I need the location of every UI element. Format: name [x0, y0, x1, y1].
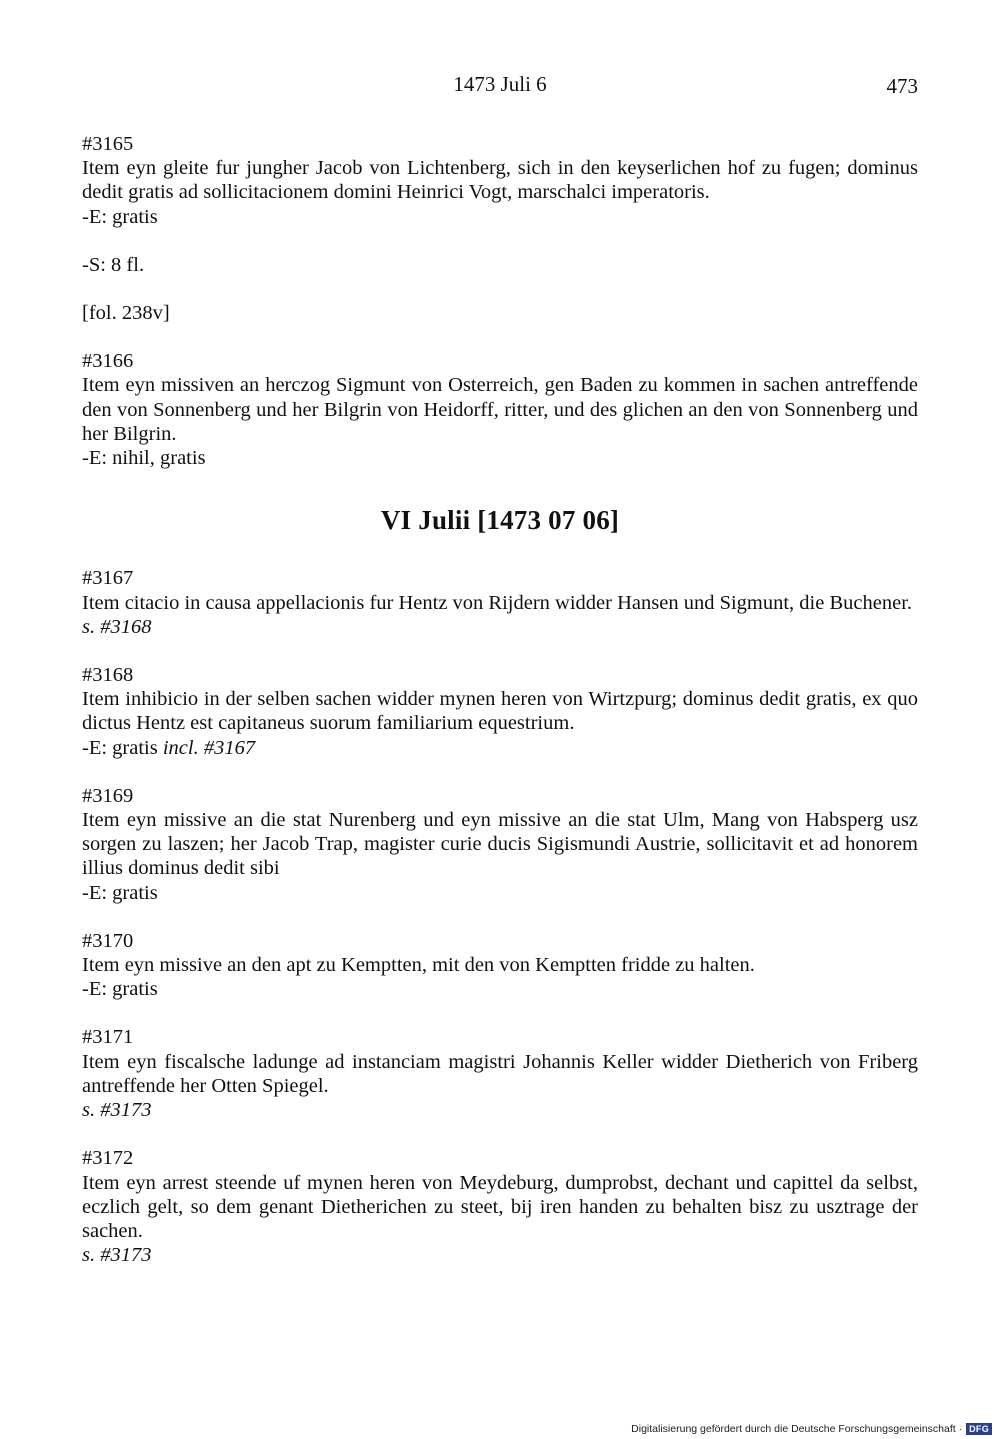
funding-footer: [631, 1423, 992, 1435]
entry-cross-reference: s. #3173: [82, 1244, 152, 1267]
folio-label: [fol. 238v]: [82, 302, 170, 325]
folio-marker: [82, 301, 918, 325]
entry-text: Item eyn missiven an herczog Sigmunt von Osterreich, gen Baden zu kommen in sachen antreffende den von Sonnenberg und her Bilgrin von Heidorff, ritter, und des glichen an den von Sonnenberg und her Bilgrin.: [82, 374, 918, 445]
funding-note: Digitalisierung gefördert durch die Deutsche Forschungsgemeinschaft ·: [631, 1423, 963, 1435]
entry-text: Item eyn arrest steende uf mynen heren von Meydeburg, dumprobst, dechant und capittel da selbst, eczlich gelt, so dem genant Dietherichen zu steet, bij iren handen zu behalten bisz zu usztrage der sachen.: [82, 1171, 918, 1242]
entry-3167: [82, 566, 918, 639]
entry-number: #3169: [82, 784, 134, 807]
running-title: 1473 Juli 6: [453, 72, 547, 96]
entry-cross-reference: s. #3173: [82, 1099, 152, 1122]
entry-e-note: -E: gratis: [82, 881, 158, 904]
entry-3170: [82, 929, 918, 1002]
entry-3171: [82, 1025, 918, 1122]
entry-3168: [82, 663, 918, 760]
entry-e-note: -E: nihil, gratis: [82, 447, 206, 470]
date-heading: VI Julii [1473 07 06]: [380, 505, 620, 536]
entry-text: Item eyn missive an die stat Nurenberg und eyn missive an die stat Ulm, Mang von Habsperg usz sorgen zu laszen; her Jacob Trap, magister curie ducis Sigismundi Austrie, sollicitavit et ad honorem illius dominus dedit sibi: [82, 809, 918, 880]
entry-text: Item eyn missive an den apt zu Kemptten, mit den von Kemptten fridde zu halten.: [82, 954, 755, 977]
entry-3165: [82, 132, 918, 277]
page-number: 473: [886, 74, 918, 98]
entry-number: #3168: [82, 664, 134, 687]
entry-number: #3166: [82, 350, 134, 373]
running-head: [82, 72, 918, 100]
entry-3172: [82, 1146, 918, 1267]
entry-text: Item citacio in causa appellacionis fur Hentz von Rijdern widder Hansen und Sigmunt, die Buchener.: [82, 591, 913, 614]
entry-cross-reference: s. #3168: [82, 615, 152, 638]
spacer: [82, 229, 918, 253]
dfg-logo: DFG: [966, 1423, 992, 1435]
entry-text: Item eyn gleite fur jungher Jacob von Lichtenberg, sich in den keyserlichen hof zu fugen; dominus dedit gratis ad sollicitacionem domini Heinrici Vogt, marschalci imperatoris.: [82, 157, 918, 204]
entry-cross-reference: incl. #3167: [162, 736, 256, 759]
entry-text: Item eyn fiscalsche ladunge ad instanciam magistri Johannis Keller widder Dietherich von Friberg antreffende her Otten Spiegel.: [82, 1050, 918, 1097]
entry-text: Item inhibicio in der selben sachen widder mynen heren von Wirtzpurg; dominus dedit gratis, ex quo dictus Hentz est capitaneus suorum familiarium equestrium.: [82, 688, 918, 735]
entry-number: #3171: [82, 1026, 134, 1049]
entry-number: #3172: [82, 1147, 134, 1170]
entry-number: #3167: [82, 567, 134, 590]
entry-number: #3170: [82, 929, 134, 952]
entry-e-note: -E: gratis: [82, 736, 158, 759]
entry-e-note-line: [82, 736, 918, 760]
entry-number: #3165: [82, 133, 134, 155]
entry-e-note: -E: gratis: [82, 978, 158, 1001]
entry-e-note: -E: gratis: [82, 205, 158, 228]
entry-s-note: -S: 8 fl.: [82, 253, 145, 276]
entry-3166: [82, 349, 918, 470]
page-content: [82, 132, 918, 1267]
entry-3169: [82, 784, 918, 905]
